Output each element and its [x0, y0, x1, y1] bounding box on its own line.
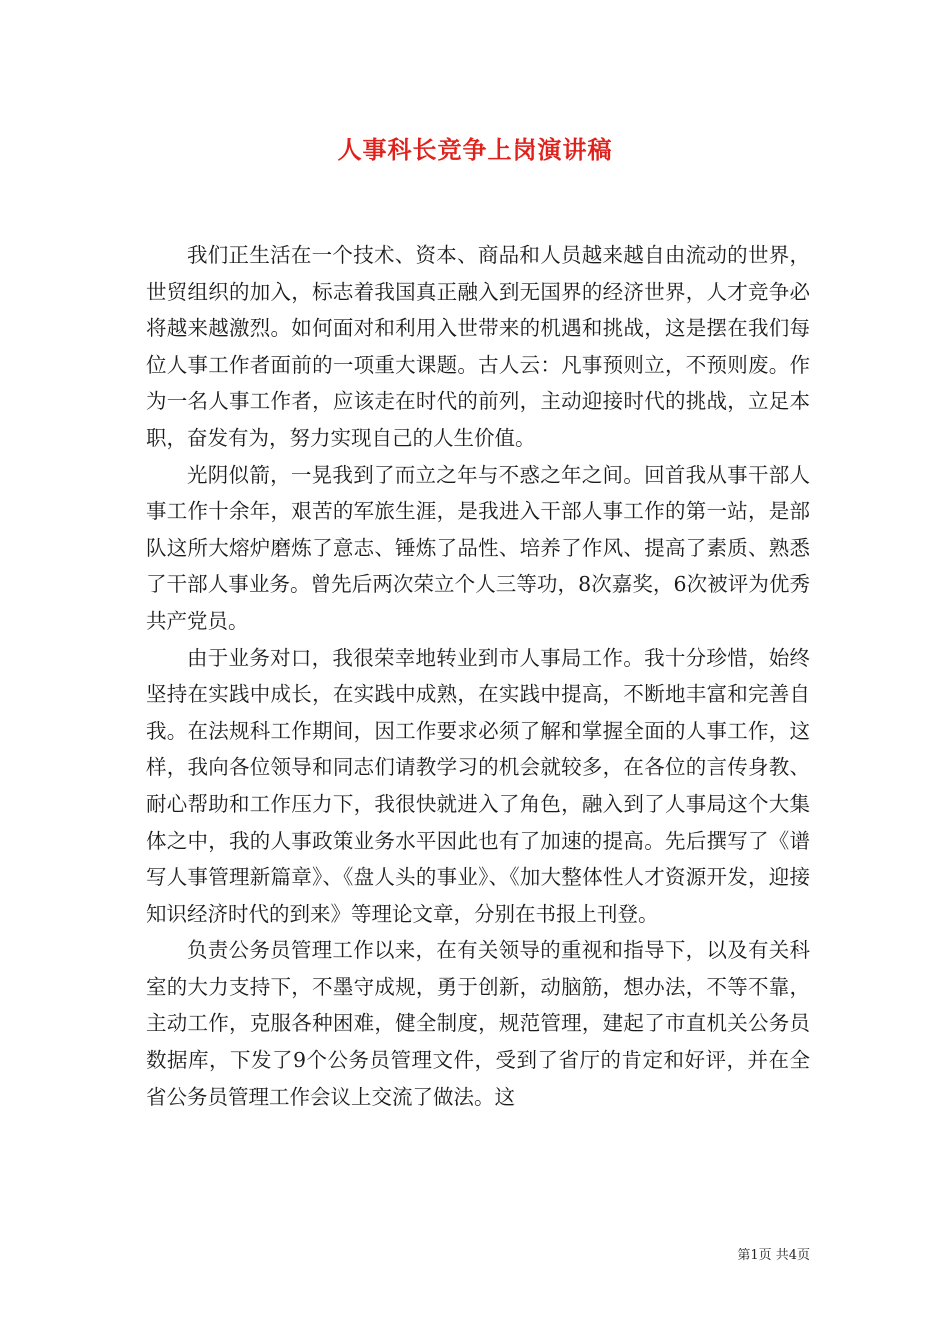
document-body — [146, 237, 810, 1115]
paragraph-3: 由于业务对口，我很荣幸地转业到市人事局工作。我十分珍惜，始终坚持在实践中成长，在实践中成熟，在实践中提高，不断地丰富和完善自我。在法规科工作期间，因工作要求必须了解和掌握全面的人事工作，这样，我向各位领导和同志们请教学习的机会就较多，在各位的言传身教、耐心帮助和工作压力下，我很快就进入了角色，融入到了人事局这个大集体之中，我的人事政策业务水平因此也有了加速的提高。先后撰写了《谱写人事管理新篇章》、《盘人头的事业》、《加大整体性人才资源开发，迎接知识经济时代的到来》等理论文章，分别在书报上刊登。 — [146, 645, 810, 926]
paragraph-4: 负责公务员管理工作以来，在有关领导的重视和指导下，以及有关科室的大力支持下，不墨守成规，勇于创新，动脑筋，想办法，不等不靠，主动工作，克服各种困难，健全制度，规范管理，建起了市直机关公务员数据库，下发了9个公务员管理文件，受到了省厅的肯定和好评，并在全省公务员管理工作会议上交流了做法。这 — [146, 938, 810, 1109]
paragraph-1: 我们正生活在一个技术、资本、商品和人员越来越自由流动的世界，世贸组织的加入，标志着我国真正融入到无国界的经济世界，人才竞争必将越来越激烈。如何面对和利用入世带来的机遇和挑战，这是摆在我们每位人事工作者面前的一项重大课题。古人云：凡事预则立，不预则废。作为一名人事工作者，应该走在时代的前列，主动迎接时代的挑战，立足本职，奋发有为，努力实现自己的人生价值。 — [146, 243, 810, 450]
document-title: 人事科长竞争上岗演讲稿 — [337, 135, 613, 164]
page-number-footer: 第1页 共4页 — [737, 1248, 810, 1263]
paragraph-2: 光阴似箭，一晃我到了而立之年与不惑之年之间。回首我从事干部人事工作十余年，艰苦的军旅生涯，是我进入干部人事工作的第一站，是部队这所大熔炉磨炼了意志、锤炼了品性、培养了作风、提高了素质、熟悉了干部人事业务。曾先后两次荣立个人三等功，8次嘉奖，6次被评为优秀共产党员。 — [146, 462, 810, 633]
